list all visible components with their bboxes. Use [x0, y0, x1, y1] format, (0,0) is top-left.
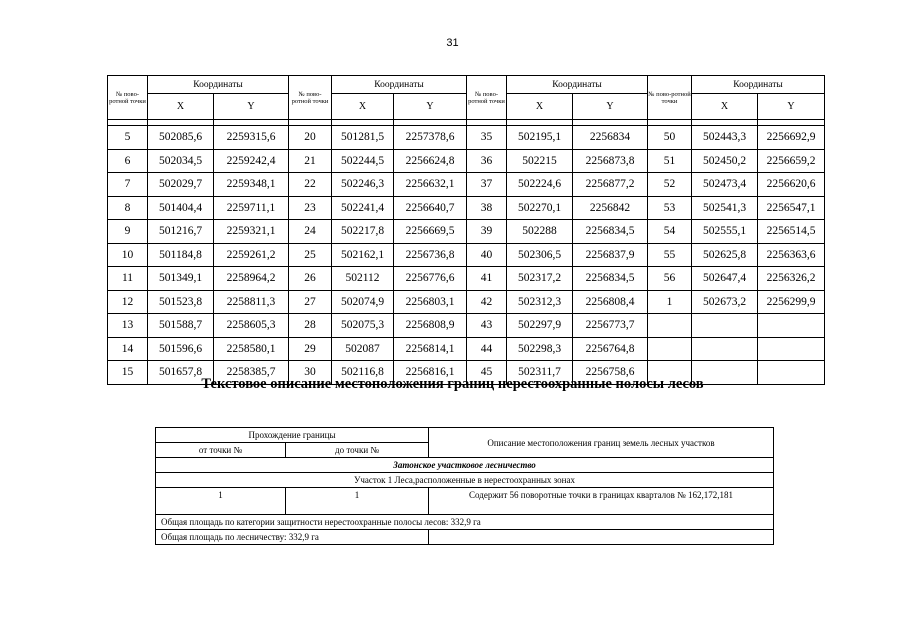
x-coordinate-cell: 502116,8 — [332, 361, 394, 385]
to-point-header: до точки № — [286, 443, 429, 458]
point-number-cell: 52 — [648, 173, 692, 197]
x-coordinate-cell: 501657,8 — [148, 361, 214, 385]
x-coordinate-cell: 502625,8 — [692, 243, 758, 267]
coordinates-header: Координаты — [148, 76, 289, 94]
x-coordinate-cell: 502246,3 — [332, 173, 394, 197]
x-coordinate-cell: 501349,1 — [148, 267, 214, 291]
from-point-value: 1 — [156, 488, 286, 515]
point-number-cell: 15 — [108, 361, 148, 385]
point-number-cell: 22 — [289, 173, 332, 197]
point-number-cell: 27 — [289, 290, 332, 314]
total-area-category: Общая площадь по категории защитности нерестоохранные полосы лесов: 332,9 га — [156, 515, 774, 530]
point-number-cell: 42 — [467, 290, 507, 314]
x-coordinate-cell: 502555,1 — [692, 220, 758, 244]
x-coordinate-cell: 502215 — [507, 149, 573, 173]
y-coordinate-cell: 2256669,5 — [394, 220, 467, 244]
x-column-header: X — [148, 94, 214, 120]
description-value: Содержит 56 поворотные точки в границах кварталов № 162,172,181 — [429, 488, 774, 515]
table-row — [108, 290, 825, 314]
forestry-name: Затонское участковое лесничество — [156, 458, 774, 473]
table-row — [108, 337, 825, 361]
y-coordinate-cell: 2259261,2 — [214, 243, 289, 267]
y-coordinate-cell: 2259711,1 — [214, 196, 289, 220]
point-number-cell: 20 — [289, 126, 332, 150]
y-coordinate-cell: 2258605,3 — [214, 314, 289, 338]
point-number-cell: 50 — [648, 126, 692, 150]
x-coordinate-cell: 502297,9 — [507, 314, 573, 338]
point-number-cell: 36 — [467, 149, 507, 173]
point-number-cell: 30 — [289, 361, 332, 385]
table-row — [108, 220, 825, 244]
y-coordinate-cell: 2256776,6 — [394, 267, 467, 291]
x-coordinate-cell — [692, 314, 758, 338]
x-coordinate-cell: 502311,7 — [507, 361, 573, 385]
point-number-cell: 25 — [289, 243, 332, 267]
x-coordinate-cell: 502075,3 — [332, 314, 394, 338]
x-coordinate-cell: 502112 — [332, 267, 394, 291]
y-coordinate-cell: 2256834,5 — [573, 267, 648, 291]
x-coordinate-cell: 502673,2 — [692, 290, 758, 314]
point-number-cell: 43 — [467, 314, 507, 338]
point-number-cell: 35 — [467, 126, 507, 150]
point-number-cell: 44 — [467, 337, 507, 361]
point-number-cell: 51 — [648, 149, 692, 173]
point-number-cell: 10 — [108, 243, 148, 267]
x-coordinate-cell: 502224,6 — [507, 173, 573, 197]
point-number-cell: 56 — [648, 267, 692, 291]
y-coordinate-cell: 2256814,1 — [394, 337, 467, 361]
y-coordinate-cell: 2258811,3 — [214, 290, 289, 314]
x-coordinate-cell: 502312,3 — [507, 290, 573, 314]
point-number-cell: 9 — [108, 220, 148, 244]
table-row — [108, 149, 825, 173]
x-coordinate-cell: 502473,4 — [692, 173, 758, 197]
point-number-cell: 8 — [108, 196, 148, 220]
x-coordinate-cell: 501184,8 — [148, 243, 214, 267]
point-number-cell: 12 — [108, 290, 148, 314]
y-coordinate-cell: 2256816,1 — [394, 361, 467, 385]
y-coordinate-cell: 2259242,4 — [214, 149, 289, 173]
x-coordinate-cell: 502085,6 — [148, 126, 214, 150]
y-coordinate-cell: 2259321,1 — [214, 220, 289, 244]
y-coordinate-cell: 2256624,8 — [394, 149, 467, 173]
y-coordinate-cell: 2256808,4 — [573, 290, 648, 314]
coordinates-table — [107, 75, 825, 385]
y-column-header: Y — [758, 94, 825, 120]
page-number: 31 — [446, 37, 459, 49]
y-column-header: Y — [394, 94, 467, 120]
x-coordinate-cell: 502647,4 — [692, 267, 758, 291]
x-coordinate-cell: 501216,7 — [148, 220, 214, 244]
point-number-cell: 21 — [289, 149, 332, 173]
x-coordinate-cell: 502541,3 — [692, 196, 758, 220]
point-number-cell: 55 — [648, 243, 692, 267]
x-coordinate-cell: 502450,2 — [692, 149, 758, 173]
x-coordinate-cell: 502298,3 — [507, 337, 573, 361]
x-coordinate-cell: 502162,1 — [332, 243, 394, 267]
x-coordinate-cell: 502034,5 — [148, 149, 214, 173]
table-row — [108, 314, 825, 338]
x-coordinate-cell: 502217,8 — [332, 220, 394, 244]
section-title: Текстовое описание местоположения границ нерестоохранные полосы лесов — [201, 376, 704, 392]
y-coordinate-cell: 2256299,9 — [758, 290, 825, 314]
y-coordinate-cell — [758, 337, 825, 361]
point-number-header: № пово-ротной точки — [108, 76, 148, 120]
coordinates-header: Координаты — [332, 76, 467, 94]
y-coordinate-cell: 2259315,6 — [214, 126, 289, 150]
x-coordinate-cell: 502306,5 — [507, 243, 573, 267]
y-coordinate-cell: 2259348,1 — [214, 173, 289, 197]
point-number-cell: 7 — [108, 173, 148, 197]
y-coordinate-cell: 2257378,6 — [394, 126, 467, 150]
y-column-header: Y — [214, 94, 289, 120]
x-coordinate-cell: 501588,7 — [148, 314, 214, 338]
y-coordinate-cell: 2256547,1 — [758, 196, 825, 220]
point-number-cell: 29 — [289, 337, 332, 361]
total-area-forestry: Общая площадь по лесничеству: 332,9 га — [156, 530, 429, 545]
y-coordinate-cell: 2258580,1 — [214, 337, 289, 361]
x-coordinate-cell: 502288 — [507, 220, 573, 244]
x-coordinate-cell: 502087 — [332, 337, 394, 361]
point-number-cell: 37 — [467, 173, 507, 197]
point-number-header: № пово-ротной точки — [467, 76, 507, 120]
table-row — [108, 196, 825, 220]
x-coordinate-cell: 501596,6 — [148, 337, 214, 361]
y-coordinate-cell: 2256736,8 — [394, 243, 467, 267]
point-number-cell: 6 — [108, 149, 148, 173]
y-coordinate-cell: 2256640,7 — [394, 196, 467, 220]
y-coordinate-cell: 2256877,2 — [573, 173, 648, 197]
y-coordinate-cell: 2256803,1 — [394, 290, 467, 314]
y-coordinate-cell: 2258385,7 — [214, 361, 289, 385]
y-coordinate-cell: 2256620,6 — [758, 173, 825, 197]
point-number-header: № пово-ротной точки — [289, 76, 332, 120]
y-coordinate-cell: 2256363,6 — [758, 243, 825, 267]
to-point-value: 1 — [286, 488, 429, 515]
y-coordinate-cell: 2256873,8 — [573, 149, 648, 173]
y-coordinate-cell: 2256758,6 — [573, 361, 648, 385]
y-coordinate-cell: 2256808,9 — [394, 314, 467, 338]
x-coordinate-cell: 501404,4 — [148, 196, 214, 220]
point-number-cell — [648, 314, 692, 338]
table-row — [108, 173, 825, 197]
point-number-cell: 54 — [648, 220, 692, 244]
x-coordinate-cell: 502317,2 — [507, 267, 573, 291]
x-coordinate-cell: 502074,9 — [332, 290, 394, 314]
point-number-header: № пово-ротной точки — [648, 76, 692, 120]
point-number-cell: 45 — [467, 361, 507, 385]
description-header: Описание местоположения границ земель лесных участков — [429, 428, 774, 458]
point-number-cell: 11 — [108, 267, 148, 291]
table-row — [108, 243, 825, 267]
point-number-cell: 28 — [289, 314, 332, 338]
y-column-header: Y — [573, 94, 648, 120]
y-coordinate-cell: 2258964,2 — [214, 267, 289, 291]
y-coordinate-cell: 2256837,9 — [573, 243, 648, 267]
x-coordinate-cell: 501281,5 — [332, 126, 394, 150]
table-row — [108, 126, 825, 150]
coordinates-header: Координаты — [507, 76, 648, 94]
y-coordinate-cell: 2256842 — [573, 196, 648, 220]
y-coordinate-cell: 2256834,5 — [573, 220, 648, 244]
y-coordinate-cell: 2256326,2 — [758, 267, 825, 291]
from-point-header: от точки № — [156, 443, 286, 458]
y-coordinate-cell: 2256764,8 — [573, 337, 648, 361]
x-coordinate-cell — [692, 337, 758, 361]
table-row — [108, 267, 825, 291]
empty-cell — [429, 530, 774, 545]
y-coordinate-cell: 2256632,1 — [394, 173, 467, 197]
x-coordinate-cell: 502270,1 — [507, 196, 573, 220]
boundary-description-table — [155, 427, 774, 545]
y-coordinate-cell: 2256659,2 — [758, 149, 825, 173]
point-number-cell: 23 — [289, 196, 332, 220]
y-coordinate-cell: 2256773,7 — [573, 314, 648, 338]
x-coordinate-cell: 502029,7 — [148, 173, 214, 197]
y-coordinate-cell: 2256514,5 — [758, 220, 825, 244]
y-coordinate-cell: 2256692,9 — [758, 126, 825, 150]
x-coordinate-cell: 501523,8 — [148, 290, 214, 314]
x-column-header: X — [692, 94, 758, 120]
y-coordinate-cell: 2256834 — [573, 126, 648, 150]
point-number-cell: 53 — [648, 196, 692, 220]
x-column-header: X — [332, 94, 394, 120]
boundary-header: Прохождение границы — [156, 428, 429, 443]
coordinates-header: Координаты — [692, 76, 825, 94]
x-coordinate-cell: 502195,1 — [507, 126, 573, 150]
y-coordinate-cell — [758, 314, 825, 338]
point-number-cell: 5 — [108, 126, 148, 150]
point-number-cell: 40 — [467, 243, 507, 267]
point-number-cell: 38 — [467, 196, 507, 220]
point-number-cell: 13 — [108, 314, 148, 338]
x-coordinate-cell: 502443,3 — [692, 126, 758, 150]
point-number-cell: 39 — [467, 220, 507, 244]
point-number-cell — [648, 337, 692, 361]
point-number-cell: 1 — [648, 290, 692, 314]
x-coordinate-cell: 502244,5 — [332, 149, 394, 173]
x-coordinate-cell: 502241,4 — [332, 196, 394, 220]
point-number-cell: 26 — [289, 267, 332, 291]
point-number-cell: 41 — [467, 267, 507, 291]
point-number-cell: 14 — [108, 337, 148, 361]
plot-name: Участок 1 Леса,расположенные в нерестоохранных зонах — [156, 473, 774, 488]
x-column-header: X — [507, 94, 573, 120]
point-number-cell: 24 — [289, 220, 332, 244]
